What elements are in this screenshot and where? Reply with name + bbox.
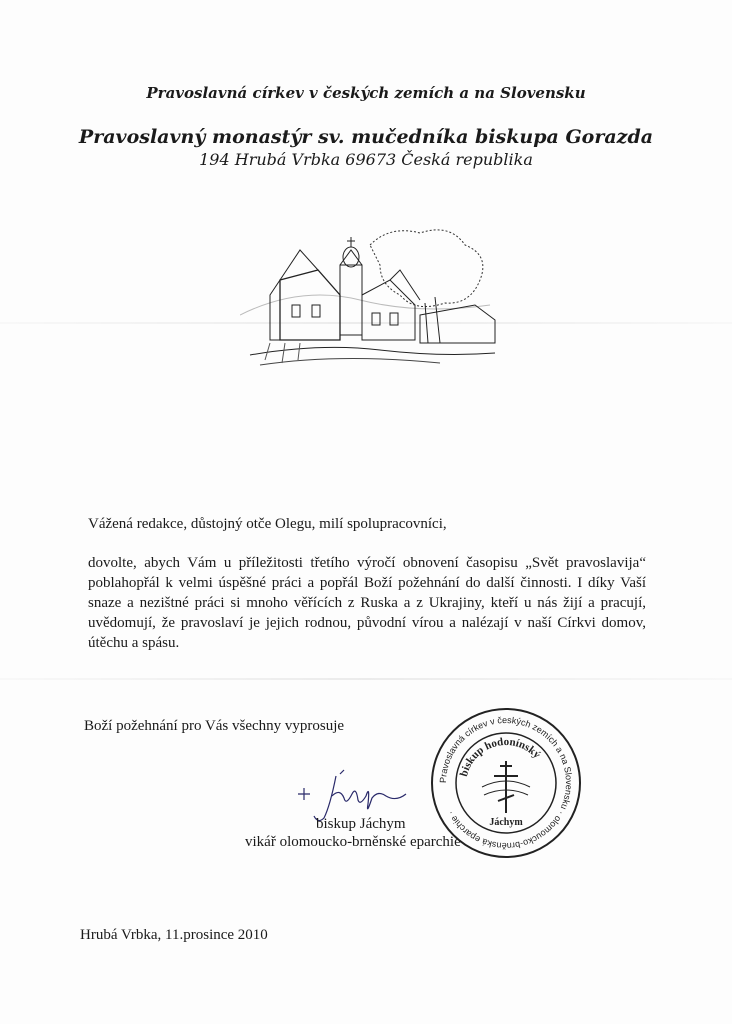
church-name: Pravoslavná církev v českých zemích a na Slovensku (146, 84, 586, 102)
monastery-address: 194 Hrubá Vrbka 69673 Česká republika (199, 150, 533, 169)
stamp-inner-text: biskup hodonínský (458, 735, 543, 778)
paper-fold (0, 678, 732, 680)
orthodox-cross-icon (482, 761, 530, 813)
official-stamp (426, 703, 586, 863)
letter-salutation: Vážená redakce, důstojný otče Olegu, milí spolupracovníci, (88, 516, 447, 532)
monastery-sketch (240, 225, 500, 375)
stamp-outer-text: Pravoslavná církev v českých zemích a na Slovensku · olomoucko-brněnská eparchie · (437, 714, 575, 852)
signer-title: vikář olomoucko-brněnské eparchie (245, 834, 461, 850)
stamp-name: Jáchym (489, 817, 523, 828)
monastery-name: Pravoslavný monastýr sv. mučedníka biskupa Gorazda (78, 126, 654, 148)
blessing-line: Boží požehnání pro Vás všechny vyprosuje (84, 718, 345, 734)
letter-date: Hrubá Vrbka, 11.prosince 2010 (80, 927, 268, 943)
letter-body: dovolte, abych Vám u příležitosti třetího výročí obnovení časopisu „Svět pravoslavija“ poblahopřál k velmi úspěšné práci a popřál Boží požehnání do další činnosti. I díky Vaší snaze a nezištné práci si mnoho věřících z Ruska a z Ukrajiny, kteří u nás žijí a pracují, uvědomují, že pravoslaví je jejich rodnou, původní vírou a nalézají v naší Církvi domov, útěchu a spásu. (88, 555, 646, 651)
signer-name: biskup Jáchym (316, 816, 406, 832)
